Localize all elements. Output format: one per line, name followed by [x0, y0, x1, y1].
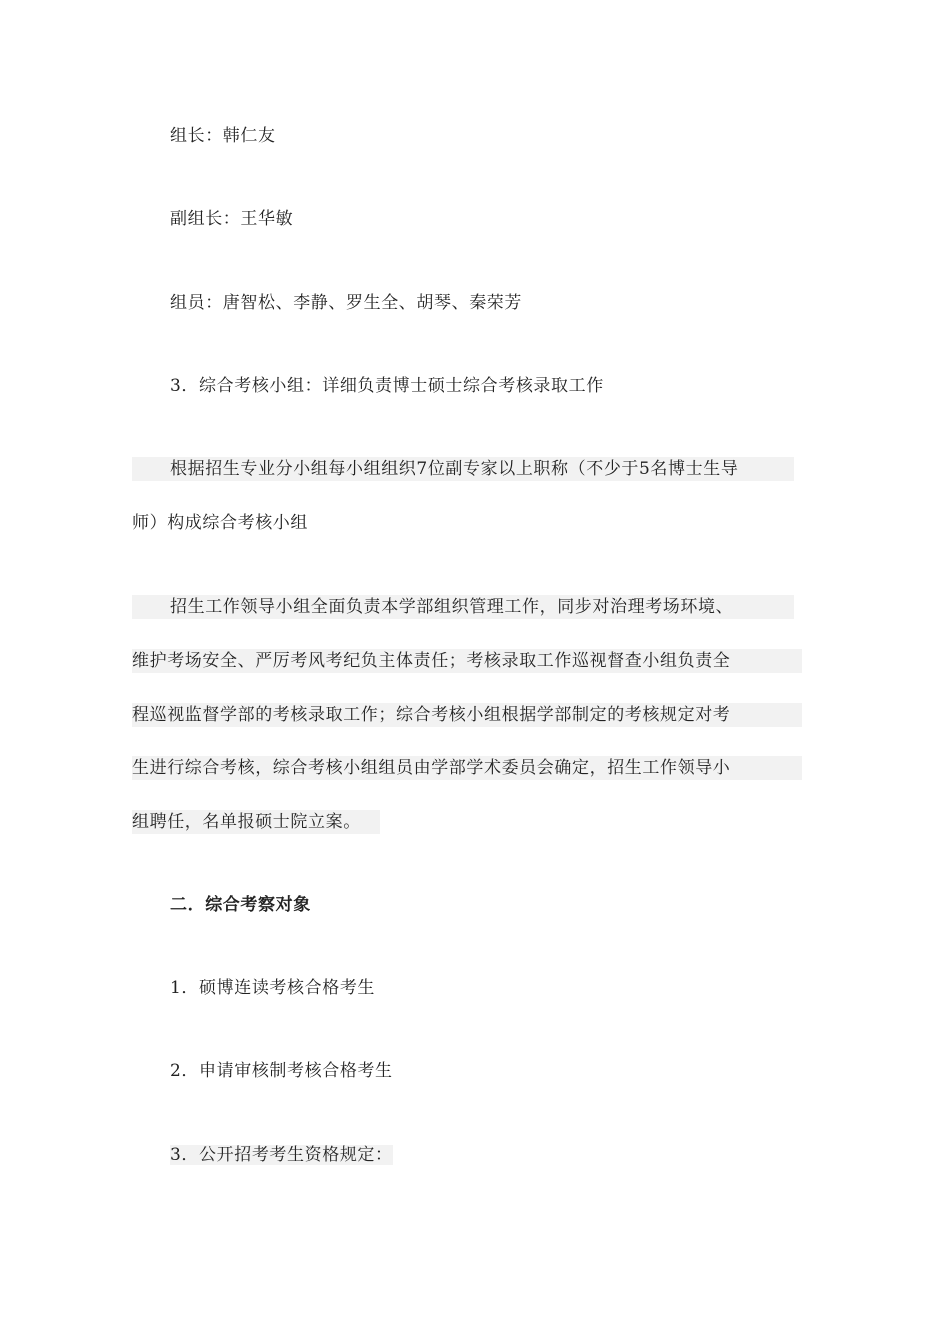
paragraph-2-line-3: 程巡视监督学部的考核录取工作；综合考核小组根据学部制定的考核规定对考 [132, 703, 802, 727]
paragraph-2-line-2: 维护考场安全、严厉考风考纪负主体责任；考核录取工作巡视督查小组负责全 [132, 649, 802, 673]
paragraph-2-line-4: 生进行综合考核，综合考核小组组员由学部学术委员会确定，招生工作领导小 [132, 756, 802, 780]
section-2-item-3 [170, 1143, 393, 1167]
paragraph-2-line-1: 招生工作领导小组全面负责本学部组织管理工作，同步对治理考场环境、 [132, 595, 794, 619]
section-2-item-1: 1．硕博连读考核合格考生 [170, 978, 376, 998]
section-2-item-2: 2．申请审核制考核合格考生 [170, 1061, 393, 1081]
section-2-item-3-text: 3．公开招考考生资格规定： [170, 1145, 393, 1165]
paragraph-2-line-5: 组聘任，名单报硕士院立案。 [132, 810, 380, 834]
vice-leader-line: 副组长：王华敏 [170, 209, 294, 229]
group-leader-line: 组长：韩仁友 [170, 126, 276, 146]
assessment-group-heading: 3．综合考核小组：详细负责博士硕士综合考核录取工作 [170, 376, 604, 396]
paragraph-1-line-2: 师）构成综合考核小组 [132, 513, 308, 533]
paragraph-1-line-1: 根据招生专业分小组每小组组织7位副专家以上职称（不少于5名博士生导 [132, 457, 794, 481]
members-line: 组员：唐智松、李静、罗生全、胡琴、秦荣芳 [170, 293, 522, 313]
section-2-heading: 二．综合考察对象 [170, 895, 311, 915]
